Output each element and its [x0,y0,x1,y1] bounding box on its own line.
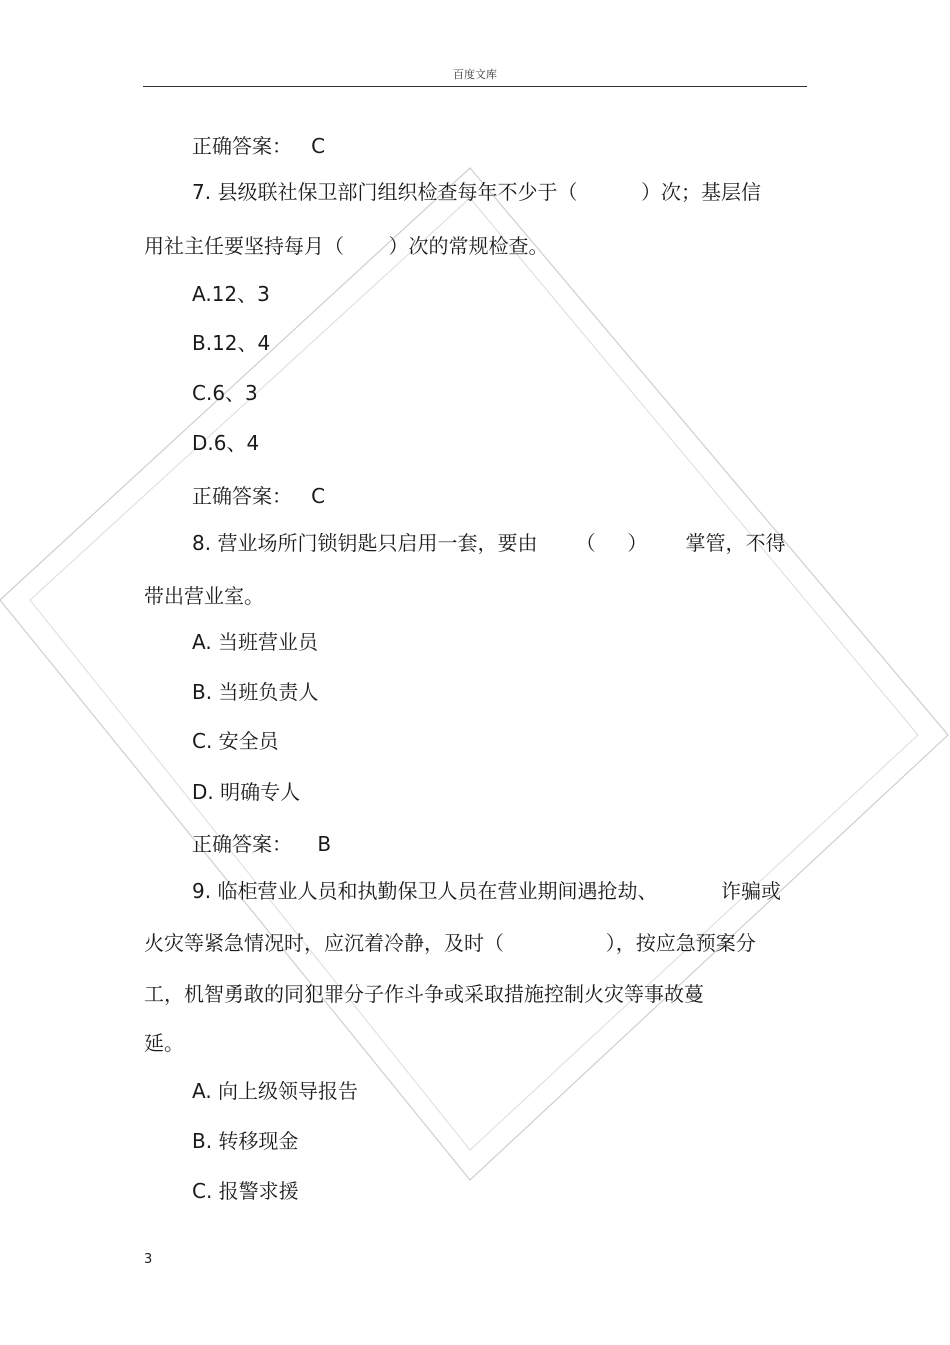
option-8d: D. 明确专人 [192,780,301,804]
question-7-line-2: 用社主任要坚持每月（ ）次的常规检查。 [144,234,549,258]
question-9-line-3: 工，机智勇敢的同犯罪分子作斗争或采取措施控制火灾等事故蔓 [144,982,704,1006]
option-7a: A.12、3 [192,282,270,306]
option-8a: A. 当班营业员 [192,630,319,654]
question-8-line-2: 带出营业室。 [144,584,264,608]
question-8-line-1: 8. 营业场所门锁钥匙只启用一套，要由 （ ） 掌管，不得 [192,531,786,555]
option-8b: B. 当班负责人 [192,680,319,704]
question-9-line-1: 9. 临柜营业人员和执勤保卫人员在营业期间遇抢劫、 诈骗或 [192,879,782,903]
question-7-line-1: 7. 县级联社保卫部门组织检查每年不少于（ ）次；基层信 [192,180,762,204]
answer-q7: 正确答案： C [192,484,326,508]
option-7c: C.6、3 [192,381,258,405]
answer-q8: 正确答案： B [192,832,332,856]
option-7d: D.6、4 [192,431,260,455]
header-divider [143,86,807,87]
answer-q6: 正确答案： C [192,134,326,158]
page-number: 3 [144,1252,153,1267]
option-9a: A. 向上级领导报告 [192,1079,359,1103]
question-9-line-4: 延。 [144,1031,184,1055]
option-9b: B. 转移现金 [192,1129,299,1153]
question-9-line-2: 火灾等紧急情况时，应沉着冷静，及时（ ），按应急预案分 [144,931,756,955]
option-9c: C. 报警求援 [192,1179,299,1203]
option-7b: B.12、4 [192,331,271,355]
option-8c: C. 安全员 [192,729,279,753]
header-title: 百度文库 [453,68,497,81]
